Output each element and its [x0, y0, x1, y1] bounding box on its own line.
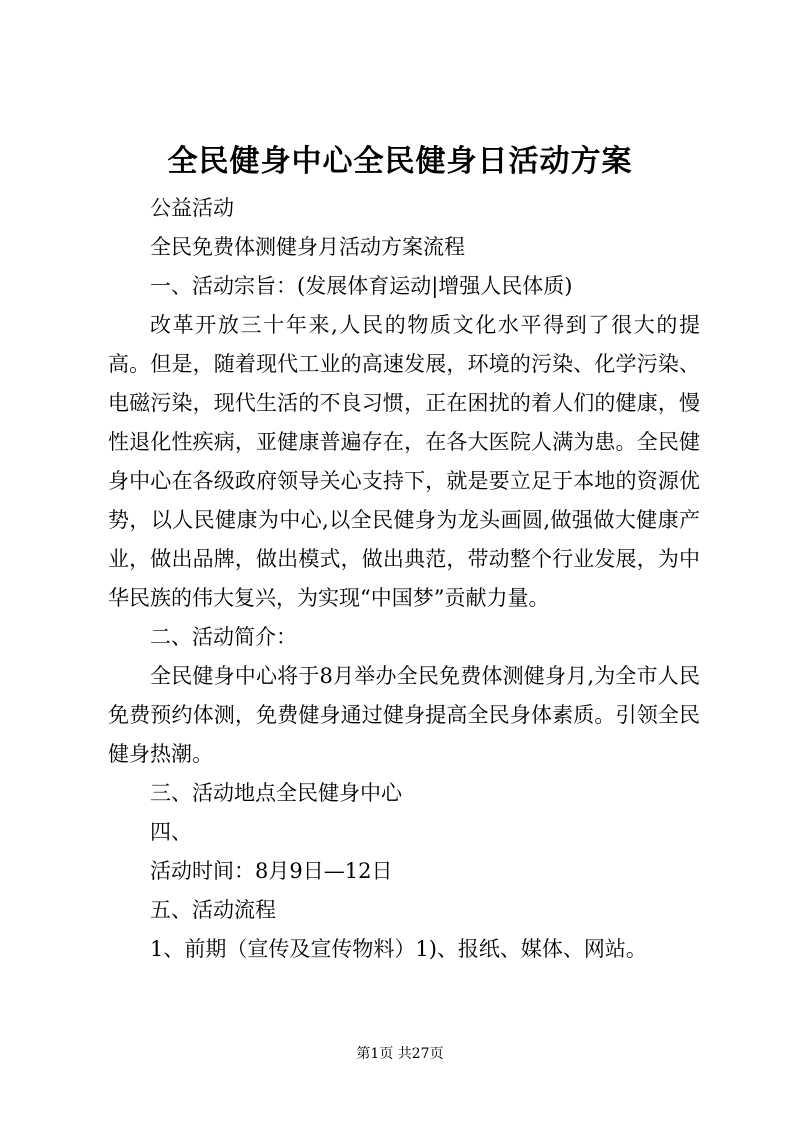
paragraph-process-heading: 五、活动流程 — [150, 898, 276, 922]
page-footer: 第1页 共27页 — [356, 1046, 444, 1062]
paragraph-location: 三、活动地点全民健身中心 — [150, 781, 402, 805]
paragraph-section-four: 四、 — [150, 820, 192, 844]
document-body — [108, 189, 700, 969]
paragraph-intro-heading: 二、活动简介： — [150, 625, 297, 649]
paragraph-background: 改革开放三十年来,人民的物质文化水平得到了很大的提高。但是，随着现代工业的高速发展，环境的污染、化学污染、电磁污染，现代生活的不良习惯，正在困扰的着人们的健康，慢性退化性疾病，亚健康普遍存在，在各大医院人满为患。全民健身中心在各级政府领导关心支持下，就是要立足于本地的资源优势，以人民健康为中心,以全民健身为龙头画圆,做强做大健康产业，做出品牌，做出模式，做出典范，带动整个行业发展，为中华民族的伟大复兴，为实现“中国梦”贡献力量。 — [108, 313, 700, 610]
paragraph-intro: 全民健身中心将于8月举办全民免费体测健身月,为全市人民免费预约体测，免费健身通过健身提高全民身体素质。引领全民健身热潮。 — [108, 664, 700, 766]
paragraph-purpose: 一、活动宗旨：(发展体育运动|增强人民体质) — [150, 274, 573, 298]
paragraph-process-step-1: 1、前期（宣传及宣传物料）1)、报纸、媒体、网站。 — [150, 937, 647, 961]
document-title: 全民健身中心全民健身日活动方案 — [167, 144, 633, 179]
paragraph-public-welfare: 公益活动 — [150, 196, 234, 220]
paragraph-flow-title: 全民免费体测健身月活动方案流程 — [150, 235, 465, 259]
paragraph-time: 活动时间：8月9日—12日 — [150, 859, 393, 883]
